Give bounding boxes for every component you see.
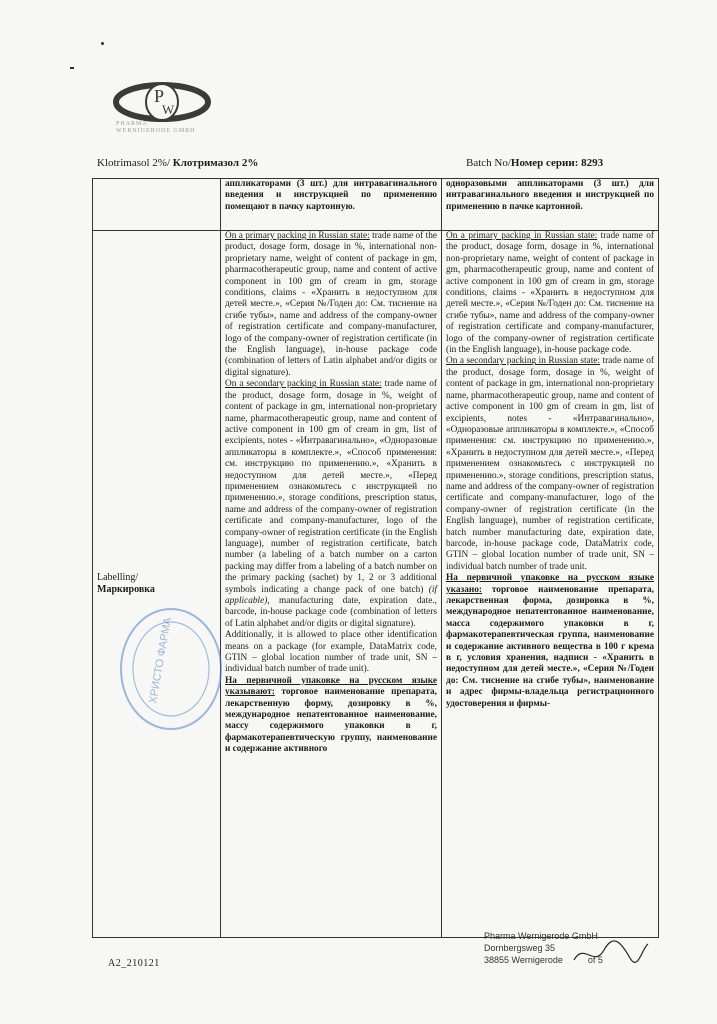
batch-number [466,157,603,169]
primary-packing-text: trade name of the product, dosage form, dosage in %, international non-proprietary name, weight of content of package in gm, pharmacotherapeutic group, name and content of active component in 100 gm of cream in gm, storage conditions, claims - «Хранить в недоступном для детей месте.», «Серия №/Годен до: См. тиснение на сгибе тубы», name and address of the company-owner of registration certificate and company-manufacturer, logo of the company-owner of registration certificate (in the English language), in-house package code (combination of letters of Latin alphabet and/or digits or digital signature). [225,231,437,378]
signature [570,938,650,968]
table-cell-empty [93,179,221,231]
logo-subtitle-line2: WERNIGERODE GMBH [116,128,196,134]
secondary-packing-heading: On a secondary packing in Russian state: [225,379,382,390]
russian-primary-heading: На первичной упаковке на русском языке указывают: [225,675,437,698]
additional-identification: Additionally, it is allowed to place other identification means on a package (for example, DataMatrix code, GTIN – global location number of trade unit, SN – individual batch number of trade unit). [225,630,437,675]
batch-label: Batch No/ [466,157,511,169]
svg-text:P: P [154,86,165,106]
company-street: Dornbergsweg 35 [484,943,556,953]
svg-text:ХРИСТО ФАРМА: ХРИСТО ФАРМА [147,616,175,705]
primary-packing-heading: On a primary packing in Russian state: [446,231,598,241]
russian-primary-text: торговое наименование препарата, лекарственная форма, дозировка в %, международное непатентованное наименование, масса содержимого упаковки в г, фармакотерапевтическая группа, наименование и содержание активного вещества в 100 г крема в г, условия хранения, надписи - «Хранить в недоступном для детей месте.», «Серия №/Годен до: См. тиснение на сгибе тубы», наименование и адрес фирмы-владельца регистрационного удостоверения и фирмы- [446,584,654,709]
applicable-note: (if applicable) [225,584,437,606]
packing-cell-left: аппликаторами (3 шт.) для интравагинального введения и инструкцией по применению помещают в пачку картонную. [221,179,442,231]
labelling-label-ru: Маркировка [97,584,155,595]
page-number: of 5 [587,955,603,965]
labelling-label-cell [93,231,221,938]
document-code: A2_210121 [108,958,160,969]
company-name: Pharma Wernigerode GmbH [484,931,598,941]
logo-subtitle [116,121,226,135]
labelling-cell-left [221,231,442,938]
russian-primary-heading: На первичной упаковке на русском языке указано: [446,573,654,595]
scan-speck [101,42,104,45]
secondary-packing-heading: On a secondary packing in Russian state: [446,356,600,367]
table-row [93,231,659,938]
company-stamp [116,604,226,734]
city-text: 38855 Wernigerode [484,955,563,965]
labelling-label-en: Labelling/ [97,572,139,583]
russian-primary-text: торговое наименование препарата, лекарственную форму, дозировку в %, международное непатентованное наименование, массу содержимого упаковки в г, фармакотерапевтическую группу, наименование и содержание активного [225,687,437,755]
product-title [97,157,258,169]
product-title-latin: Klotrimasol 2%/ [97,157,173,169]
primary-packing-text: trade name of the product, dosage form, dosage in %, international non-proprietary name, weight of content of package in gm, pharmacotherapeutic group, name and content of active component in 100 gm of cream in gm, storage conditions, claims - «Хранить в недоступном для детей месте.», «Серия №/Годен до: См. тиснение на сгибе тубы», name and address of the company-owner of registration certificate and company-manufacturer, logo of the company-owner of registration certificate (in the English language), in-house package code. [446,231,654,356]
scan-speck [70,67,74,69]
batch-value: Номер серии: 8293 [510,157,604,169]
packing-cell-right: одноразовыми аппликаторами (3 шт.) для интравагинального введения и инструкцией по применению в пачке картонной. [442,179,659,231]
svg-text:W: W [162,102,175,117]
logo-subtitle-line1: PHARMA [116,121,148,127]
product-title-russian: Клотримазол 2% [172,157,259,169]
specification-table [92,178,659,938]
labelling-cell-right [442,231,659,938]
table-row [93,179,659,231]
secondary-packing-text: trade name of the product, dosage form, dosage in %, weight of content of package in gm, international non-proprietary name, pharmacotherapeutic group, name and content of active component in 100 gm of cream in gm, list of excipients, notes - «Интравагинально», «Одноразовые аппликаторы в комплекте.», «Способ применения: см. инструкцию по применению.», «Хранить в недоступном для детей месте.», «Перед применением ознакомьтесь с инструкцией по применению.», storage conditions, prescription status, name and address of the company-owner of registration certificate and company-manufacturer, logo of the company-owner of registration certificate (in the English language), number of registration certificate, batch number manufacturing date, expiration date, barcode, in-house package code, DataMatrix code, GTIN – global location number of trade unit, SN – individual batch number of trade unit. [446,356,654,572]
secondary-packing-text: trade name of the product, dosage form, dosage in %, weight of content of package in gm, international non-proprietary name, pharmacotherapeutic group, name and content of active component in 100 gm of cream in gm, list of excipients, notes - «Интравагинально», «Одноразовые аппликаторы в комплекте.», «Способ применения: см. инструкцию по применению.», «Хранить в недоступном для детей месте.», «Перед применением ознакомьтесь с инструкцией по применению.», storage conditions, prescription status, name and address of the company-owner of registration certificate and company-manufacturer, logo of the company-owner of registration certificate (in the English language), number of registration certificate, batch number (a labeling of a batch number on a carton packing may differ from a labeling of a batch number on the primary packing (sachet) by 1, 2 or 3 additional symbols indicating a change pack of one batch) [225,379,437,595]
secondary-packing-tail: , manufacturing date, expiration date., barcode, in-house package code (combination of letters of Latin alphabet and/or digits or digital signature). [225,596,437,629]
primary-packing-heading: On a primary packing in Russian state: [225,231,370,241]
